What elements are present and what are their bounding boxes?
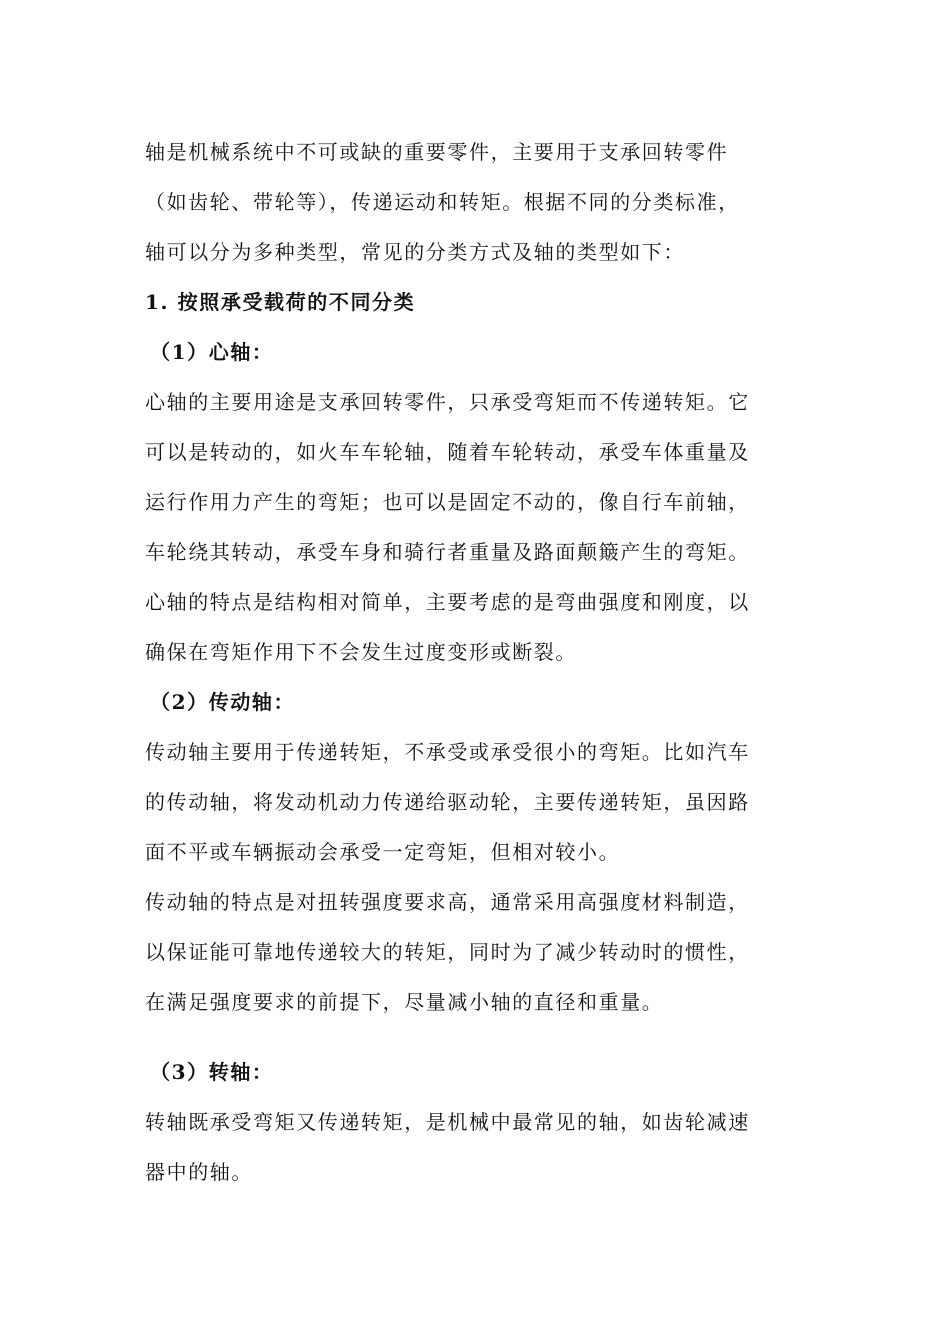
intro-line-1: 轴是机械系统中不可或缺的重要零件，主要用于支承回转零件 xyxy=(145,140,729,164)
rotating-shaft-p1-line-2: 器中的轴。 xyxy=(145,1160,253,1184)
drive-shaft-p1-line-1: 传动轴主要用于传递转矩，不承受或承受很小的弯矩。比如汽车 xyxy=(145,740,750,764)
rotating-shaft-heading: （3）转轴： xyxy=(150,1060,274,1084)
intro-line-3: 轴可以分为多种类型，常见的分类方式及轴的类型如下： xyxy=(145,240,685,264)
mandrel-p1-line-4: 车轮绕其转动，承受车身和骑行者重量及路面颠簸产生的弯矩。 xyxy=(145,540,750,564)
rotating-shaft-p1-line-1: 转轴既承受弯矩又传递转矩，是机械中最常见的轴，如齿轮减速 xyxy=(145,1110,750,1134)
drive-shaft-p1-line-2: 的传动轴，将发动机动力传递给驱动轮，主要传递转矩，虽因路 xyxy=(145,790,750,814)
mandrel-p1-line-2: 可以是转动的，如火车车轮轴，随着车轮转动，承受车体重量及 xyxy=(145,440,750,464)
mandrel-p1-line-3: 运行作用力产生的弯矩；也可以是固定不动的，像自行车前轴， xyxy=(145,490,750,514)
mandrel-p2-line-2: 确保在弯矩作用下不会发生过度变形或断裂。 xyxy=(145,640,577,664)
mandrel-heading: （1）心轴： xyxy=(150,340,274,364)
drive-shaft-heading: （2）传动轴： xyxy=(150,690,296,714)
mandrel-p2-line-1: 心轴的特点是结构相对简单，主要考虑的是弯曲强度和刚度，以 xyxy=(145,590,750,614)
intro-line-2: （如齿轮、带轮等），传递运动和转矩。根据不同的分类标准， xyxy=(145,190,740,214)
drive-shaft-p2-line-1: 传动轴的特点是对扭转强度要求高，通常采用高强度材料制造， xyxy=(145,890,750,914)
drive-shaft-p1-line-3: 面不平或车辆振动会承受一定弯矩，但相对较小。 xyxy=(145,840,621,864)
mandrel-p1-line-1: 心轴的主要用途是支承回转零件，只承受弯矩而不传递转矩。它 xyxy=(145,390,750,414)
drive-shaft-p2-line-2: 以保证能可靠地传递较大的转矩，同时为了减少转动时的惯性， xyxy=(145,940,750,964)
drive-shaft-p2-line-3: 在满足强度要求的前提下，尽量减小轴的直径和重量。 xyxy=(145,990,664,1014)
section-1-heading: 1. 按照承受载荷的不同分类 xyxy=(145,290,416,314)
